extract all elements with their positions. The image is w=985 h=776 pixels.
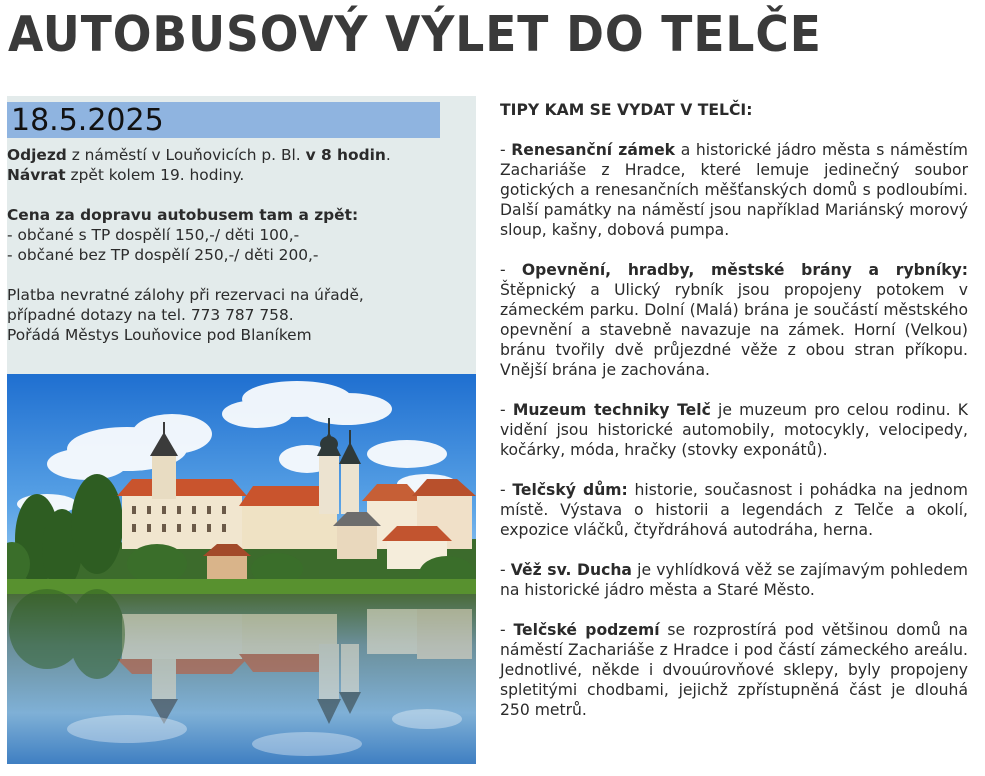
payment-line-1: Platba nevratné zálohy při rezervaci na úřadě, (7, 286, 364, 304)
tip-name: Renesanční zámek (511, 141, 676, 159)
tip-item-museum (500, 400, 968, 460)
tip-item-castle (500, 140, 968, 240)
tip-prefix: - (500, 481, 513, 499)
return-text: zpět kolem 19. hodiny. (65, 166, 245, 184)
tip-text: je vyhlídková věž se zajímavým pohledem na historické jádro města a Staré Město. (500, 561, 968, 599)
tip-name: Telčský dům: (512, 481, 628, 499)
tip-text: Štěpnický a Ulický rybník jsou propojeny potokem v zámeckém parku. Dolní (Malá) brána je součástí městského opevnění a stavebně navazuje na zámek. Horní (Velkou) bránu tvořily dvě průjezdné věže z obou stran příkopu. Vnější brána je zachována. (500, 281, 968, 379)
tip-prefix: - (500, 401, 513, 419)
price-line-2: - občané bez TP dospělí 250,-/ děti 200,- (7, 246, 319, 264)
tip-text: historie, současnost i pohádka na jednom místě. Výstava o historii a legendách z Telče a okolí, expozice vláčků, čtyřdráhová autodráha, herna. (500, 481, 968, 539)
tip-item-telc-house (500, 480, 968, 540)
tip-prefix: - (500, 141, 512, 159)
telc-town-photo (7, 374, 476, 764)
info-panel (7, 96, 476, 374)
organizer-line: Pořádá Městys Louňovice pod Blaníkem (7, 326, 312, 344)
tip-name: Věž sv. Ducha (510, 561, 632, 579)
tip-text: se rozprostírá pod většinou domů na náměstí Zachariáše z Hradce i pod částí zámeckého areálu. Jednotlivé, někde i dvouúrovňové sklepy, byly propojeny spletitými chodbami, jejichž zpřístupněná část je dlouhá 250 metrů. (500, 621, 968, 719)
departure-end: . (385, 146, 391, 164)
date-bar: 18.5.2025 (7, 102, 440, 138)
tip-name: Opevnění, hradby, městské brány a rybníky: (521, 261, 968, 279)
tip-text: a historické jádro města s náměstím Zachariáše z Hradce, které lemuje jedinečný soubor gotických a renesančních měšťanských domů s podloubími. Další památky na náměstí jsou například Mariánský morový sloup, kašny, dobová pumpa. (500, 141, 968, 239)
departure-time: v 8 hodin (305, 146, 386, 164)
departure-label: Odjezd (7, 146, 67, 164)
tip-name: Muzeum techniky Telč (512, 401, 711, 419)
poster-title: AUTOBUSOVÝ VÝLET DO TELČE (8, 6, 822, 63)
tip-item-fortification (500, 260, 968, 380)
trip-details (7, 145, 476, 345)
return-line (7, 165, 476, 185)
tip-text: je muzeum pro celou rodinu. K vidění jsou historické automobily, motocykly, velocipedy, kočárky, móda, hračky (stovky exponátů). (500, 401, 968, 459)
tip-prefix: - (500, 261, 522, 279)
price-line-1: - občané s TP dospělí 150,-/ děti 100,- (7, 226, 300, 244)
tip-item-tower (500, 560, 968, 600)
departure-line (7, 145, 476, 165)
tip-name: Telčské podzemí (513, 621, 660, 639)
payment-line-2: případné dotazy na tel. 773 787 758. (7, 306, 294, 324)
price-heading (7, 205, 476, 225)
price-heading-text: Cena za dopravu autobusem tam a zpět: (7, 206, 359, 224)
return-label: Návrat (7, 166, 66, 184)
tip-prefix: - (500, 561, 511, 579)
departure-text: z náměstí v Louňovicích p. Bl. (66, 146, 306, 164)
tips-column (500, 100, 968, 740)
tips-heading: TIPY KAM SE VYDAT V TELČI: (500, 101, 753, 119)
tip-item-underground (500, 620, 968, 720)
tip-prefix: - (500, 621, 514, 639)
